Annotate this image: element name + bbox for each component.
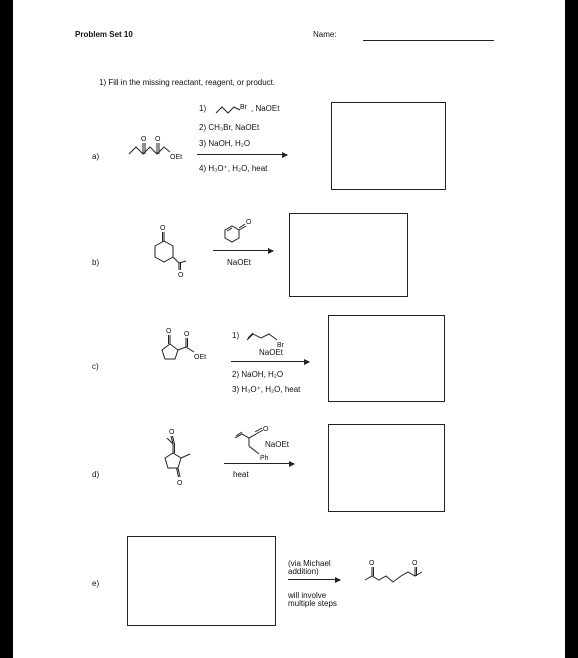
- svg-text:O: O: [178, 272, 184, 279]
- part-a-step2: 2) CH₃Br, NaOEt: [199, 123, 260, 132]
- part-c-step1: 1): [232, 331, 240, 340]
- name-label: Name:: [313, 30, 337, 39]
- part-a-step1-reagent: , NaOEt: [251, 104, 280, 113]
- part-b-label: b): [92, 258, 100, 267]
- part-e-reaction-arrow: [288, 579, 340, 580]
- part-e-product-structure: [361, 556, 441, 592]
- worksheet-page: [13, 0, 565, 658]
- part-b-reagent-atom: O: [246, 219, 252, 226]
- part-c-reactant-group: OEt: [194, 354, 207, 361]
- part-b-reaction-arrow: [213, 250, 273, 251]
- part-d-base: NaOEt: [265, 440, 290, 449]
- svg-text:O: O: [177, 480, 183, 487]
- question-number: 1): [99, 78, 107, 87]
- part-d-label: d): [92, 470, 100, 479]
- part-b-reactant-structure: [142, 220, 192, 279]
- part-a-step1-atom: Br: [240, 104, 247, 111]
- part-c-label: c): [92, 362, 99, 371]
- part-c-reaction-arrow: [231, 361, 309, 362]
- part-a-label: a): [92, 152, 100, 161]
- part-a-step1: 1): [199, 104, 207, 113]
- part-e-note-line2: addition): [288, 567, 319, 576]
- svg-text:O: O: [369, 560, 375, 567]
- svg-text:O: O: [141, 136, 147, 143]
- part-a-allyl-bromide-structure: [214, 101, 252, 115]
- svg-text:O: O: [412, 560, 418, 567]
- part-c-reactant-structure: [153, 324, 219, 372]
- svg-text:O: O: [155, 136, 161, 143]
- part-b-reagent: NaOEt: [227, 258, 252, 267]
- part-a-reactant-structure: [125, 132, 187, 170]
- name-field-line[interactable]: [363, 40, 494, 41]
- part-c-answer-box[interactable]: [328, 315, 445, 402]
- part-d-answer-box[interactable]: [328, 424, 445, 512]
- part-c-step3: 3) H₃O⁺, H₂O, heat: [232, 385, 301, 394]
- part-d-reagent-group: Ph: [260, 455, 269, 462]
- question-text: Fill in the missing reactant, reagent, or product.: [108, 78, 276, 87]
- part-b-reagent-structure: [221, 212, 265, 246]
- part-b-answer-box[interactable]: [289, 213, 408, 297]
- part-d-reagent-atom: O: [263, 426, 269, 433]
- part-a-step4: 4) H₃O⁺, H₂O, heat: [199, 164, 268, 173]
- part-e-answer-box[interactable]: [127, 536, 276, 626]
- part-d-reactant-structure: [153, 428, 203, 490]
- part-e-label: e): [92, 579, 100, 588]
- part-e-steps-line1: will involve: [288, 591, 327, 600]
- question-instruction: [99, 78, 275, 87]
- part-c-step1-atom: Br: [277, 342, 284, 349]
- page-title: Problem Set 10: [75, 30, 133, 39]
- part-a-reaction-arrow: [197, 154, 287, 155]
- part-c-step2: 2) NaOH, H₂O: [232, 370, 284, 379]
- svg-text:O: O: [184, 331, 190, 338]
- part-a-step3: 3) NaOH, H₂O: [199, 139, 251, 148]
- part-d-reaction-arrow: [224, 463, 294, 464]
- svg-text:O: O: [166, 328, 172, 335]
- part-a-answer-box[interactable]: [331, 102, 446, 190]
- part-c-step1-reagent: NaOEt: [259, 348, 284, 357]
- svg-text:O: O: [160, 225, 166, 232]
- part-e-note-line1: (via Michael: [288, 559, 331, 568]
- part-c-allyl-bromide-structure: [243, 326, 289, 349]
- part-e-steps-line2: multiple steps: [288, 599, 337, 608]
- part-d-condition: heat: [233, 470, 249, 479]
- part-a-reactant-group: OEt: [170, 154, 183, 161]
- svg-text:O: O: [169, 429, 175, 436]
